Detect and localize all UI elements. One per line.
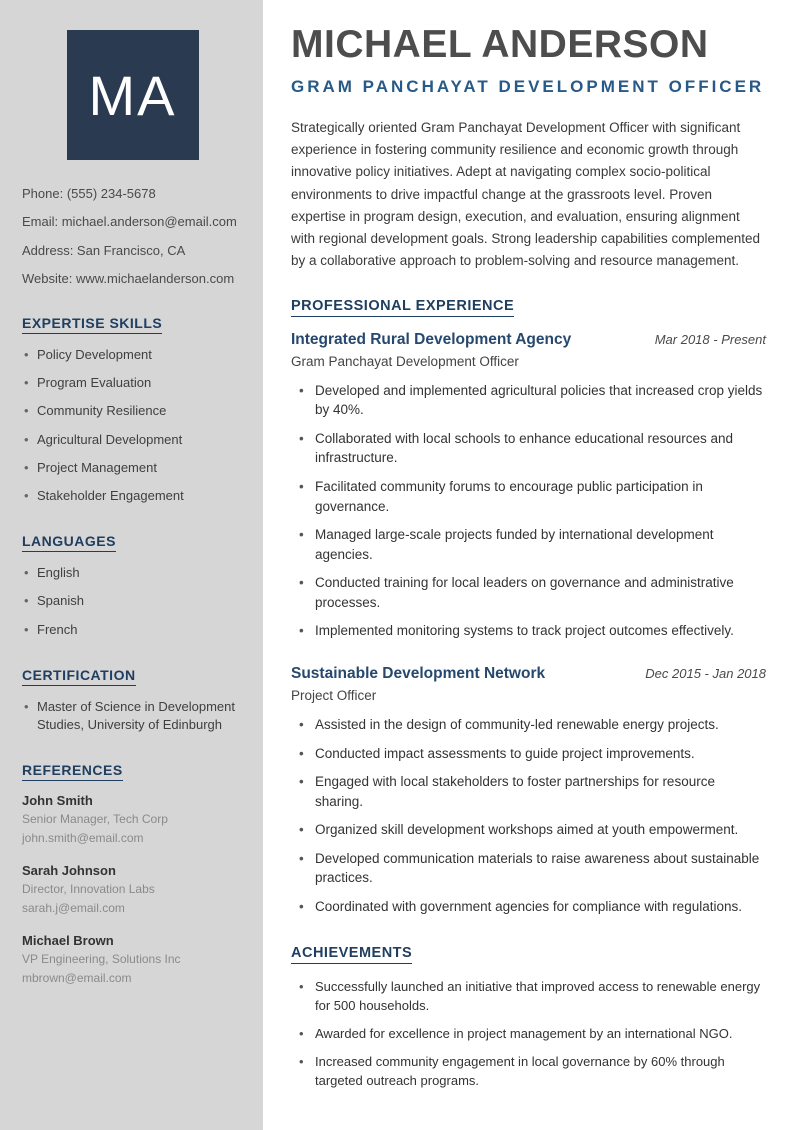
- contact-email: Email: michael.anderson@email.com: [22, 214, 237, 230]
- language-item: • Spanish: [22, 592, 243, 610]
- achievement-bullet: • Increased community engagement in local governance by 60% through targeted outreach programs.: [299, 1053, 766, 1091]
- skill-item: • Community Resilience: [22, 402, 243, 420]
- job-dates: Dec 2015 - Jan 2018: [645, 665, 766, 681]
- company-name: Integrated Rural Development Agency: [291, 330, 572, 348]
- job-bullet-list: [291, 715, 766, 917]
- job-bullet: • Conducted training for local leaders on governance and administrative processes.: [299, 573, 766, 612]
- achievement-bullet: • Awarded for excellence in project management by an international NGO.: [299, 1025, 766, 1044]
- reference-item: [22, 933, 243, 986]
- contact-phone: Phone: (555) 234-5678: [22, 186, 156, 201]
- skill-item: • Program Evaluation: [22, 374, 243, 392]
- certification-section: [22, 667, 243, 734]
- company-name: Sustainable Development Network: [291, 664, 546, 682]
- job-dates: Mar 2018 - Present: [654, 331, 766, 347]
- contact-info: [22, 186, 243, 287]
- job-bullet: • Developed and implemented agricultural policies that increased crop yields by 40%.: [299, 381, 766, 420]
- reference-name: Sarah Johnson: [22, 863, 116, 879]
- job-bullet: • Managed large-scale projects funded by international development agencies.: [299, 525, 766, 564]
- reference-item: [22, 793, 243, 846]
- job-header: [291, 331, 766, 349]
- main-content: [263, 0, 800, 1130]
- candidate-job-title: GRAM PANCHAYAT DEVELOPMENT OFFICER: [291, 76, 765, 96]
- skill-item: • Stakeholder Engagement: [22, 487, 243, 505]
- contact-address: Address: San Francisco, CA: [22, 242, 186, 258]
- reference-name: Michael Brown: [22, 933, 114, 949]
- job-bullet: • Facilitated community forums to encourage public participation in governance.: [299, 477, 766, 516]
- skill-item: • Policy Development: [22, 346, 243, 364]
- job-role: Gram Panchayat Development Officer: [291, 353, 519, 369]
- job-bullet: • Implemented monitoring systems to track project outcomes effectively.: [299, 621, 766, 641]
- reference-title: Director, Innovation Labs: [22, 882, 155, 897]
- reference-item: [22, 863, 243, 916]
- job-bullet: • Collaborated with local schools to enhance educational resources and infrastructure.: [299, 429, 766, 468]
- summary-paragraph: Strategically oriented Gram Panchayat Development Officer with significant experience in fostering community resilience and economic growth through innovative policy initiatives. Adept at navigating complex socio-political environments to drive impactful change at the grassroots level. Proven expertise in program design, execution, and evaluation, ensuring alignment with regional development goals. Strong leadership capabilities complemented by a collaborative approach to problem-solving and resource management.: [291, 119, 761, 269]
- job-bullet: • Engaged with local stakeholders to foster partnerships for resource sharing.: [299, 772, 766, 811]
- certification-list: [22, 698, 243, 734]
- achievements-heading: ACHIEVEMENTS: [291, 945, 412, 964]
- job-role: Project Officer: [291, 687, 377, 703]
- skills-heading: EXPERTISE SKILLS: [22, 315, 162, 334]
- job-bullet: • Conducted impact assessments to guide project improvements.: [299, 744, 766, 764]
- languages-heading: LANGUAGES: [22, 533, 116, 552]
- monogram-initials: MA: [88, 63, 177, 127]
- languages-section: [22, 533, 243, 639]
- skills-section: [22, 315, 243, 505]
- job-entry: [291, 331, 766, 641]
- reference-email: john.smith@email.com: [22, 830, 144, 845]
- monogram-badge: [67, 30, 199, 160]
- reference-title: Senior Manager, Tech Corp: [22, 812, 168, 827]
- job-bullet: • Assisted in the design of community-led renewable energy projects.: [299, 715, 766, 735]
- reference-email: mbrown@email.com: [22, 971, 132, 986]
- references-section: [22, 762, 243, 987]
- language-item: • English: [22, 564, 243, 582]
- certification-heading: CERTIFICATION: [22, 667, 136, 686]
- language-item: • French: [22, 621, 243, 639]
- contact-website: Website: www.michaelanderson.com: [22, 270, 235, 286]
- job-bullet-list: [291, 381, 766, 641]
- job-entry: [291, 665, 766, 917]
- reference-email: sarah.j@email.com: [22, 900, 125, 915]
- languages-list: [22, 564, 243, 639]
- experience-heading: PROFESSIONAL EXPERIENCE: [291, 298, 514, 317]
- reference-name: John Smith: [22, 793, 93, 809]
- reference-title: VP Engineering, Solutions Inc: [22, 952, 181, 967]
- skill-item: • Project Management: [22, 459, 243, 477]
- candidate-name: MICHAEL ANDERSON: [291, 23, 709, 66]
- achievement-bullet: • Successfully launched an initiative that improved access to renewable energy for 500 households.: [299, 978, 766, 1016]
- job-bullet: • Coordinated with government agencies for compliance with regulations.: [299, 897, 766, 917]
- skills-list: [22, 346, 243, 505]
- job-bullet: • Developed communication materials to raise awareness about sustainable practices.: [299, 849, 766, 888]
- job-header: [291, 665, 766, 683]
- job-bullet: • Organized skill development workshops aimed at youth empowerment.: [299, 820, 766, 840]
- experience-section: [291, 297, 766, 917]
- references-heading: REFERENCES: [22, 762, 123, 781]
- sidebar: [0, 0, 263, 1130]
- achievements-section: [291, 944, 766, 1090]
- achievements-list: [291, 978, 766, 1090]
- certification-item: • Master of Science in Development Studies, University of Edinburgh: [22, 698, 243, 734]
- skill-item: • Agricultural Development: [22, 431, 243, 449]
